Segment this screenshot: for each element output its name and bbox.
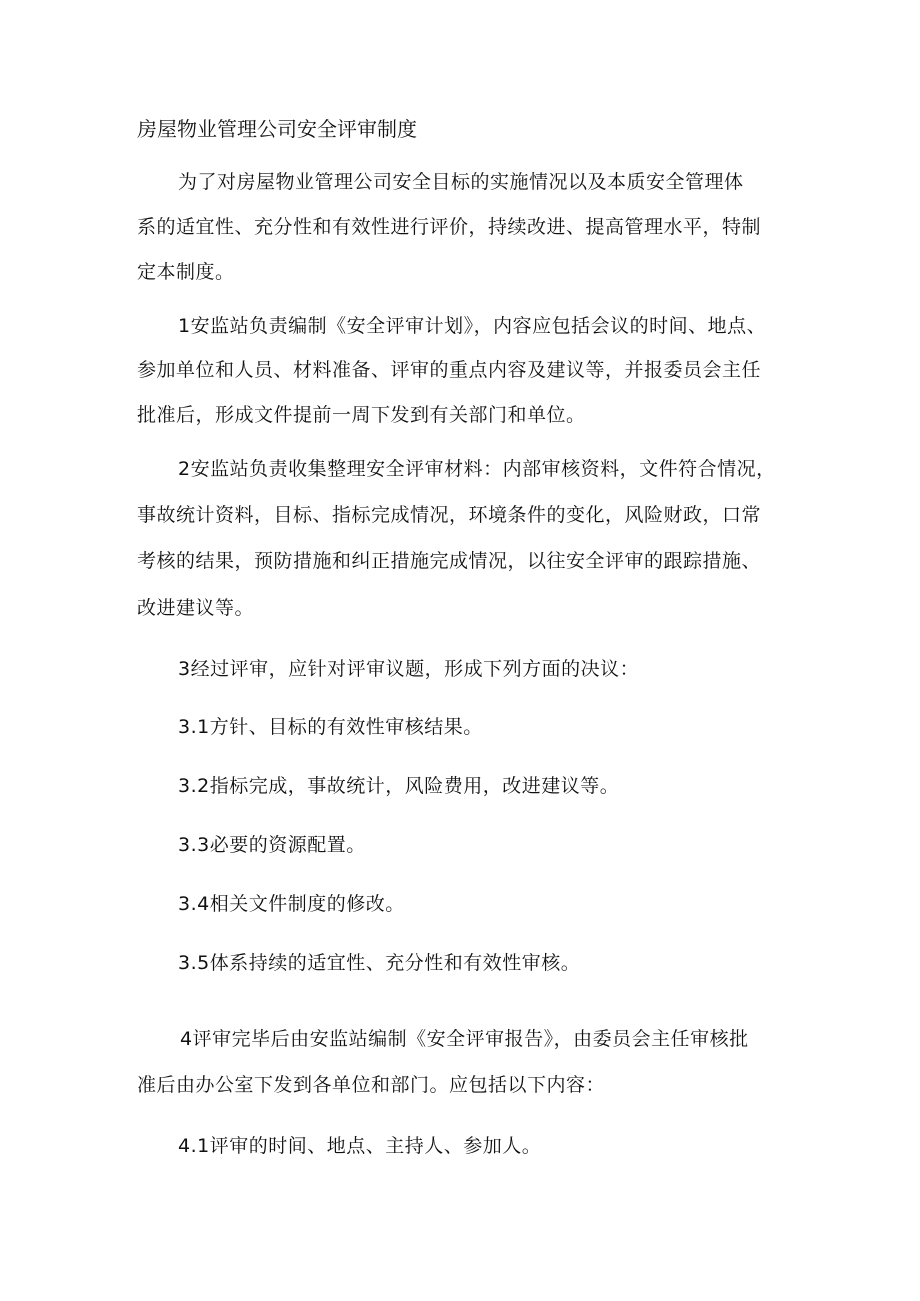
item4-1-line: 4.1评审的时间、地点、主持人、参加人。 — [178, 1135, 542, 1157]
item3-3-line: 3.3必要的资源配置。 — [178, 834, 366, 856]
item3-line: 3经过评审，应针对评审议题，形成下列方面的决议： — [178, 658, 640, 680]
intro-line-1: 为了对房屋物业管理公司安全目标的实施情况以及本质安全管理体 — [178, 171, 744, 193]
item3-4-line: 3.4相关文件制度的修改。 — [178, 893, 405, 915]
item2-line-2: 事故统计资料，目标、指标完成情况，环境条件的变化，风险财政，口常 — [137, 504, 762, 526]
item1-line-1: 1安监站负责编制《安全评审计划》，内容应包括会议的时间、地点、 — [178, 315, 767, 337]
item4-line-1: 4评审完毕后由安监站编制《安全评审报告》，由委员会主任审核批 — [180, 1028, 749, 1050]
item3-1-line: 3.1方针、目标的有效性审核结果。 — [178, 716, 483, 738]
item3-5-line: 3.5体系持续的适宜性、充分性和有效性审核。 — [178, 952, 581, 974]
item2-line-4: 改进建议等。 — [137, 597, 255, 619]
item3-2-line: 3.2指标完成，事故统计，风险费用，改进建议等。 — [178, 775, 620, 797]
item4-line-2: 准后由办公室下发到各单位和部门。应包括以下内容： — [137, 1074, 606, 1096]
item1-line-3: 批准后，形成文件提前一周下发到有关部门和单位。 — [137, 404, 586, 426]
item1-line-2: 参加单位和人员、材料准备、评审的重点内容及建议等，并报委员会主任 — [137, 359, 762, 381]
item2-line-1: 2安监站负责收集整理安全评审材料：内部审核资料，文件符合情况， — [178, 458, 776, 480]
document-title: 房屋物业管理公司安全评审制度 — [137, 119, 417, 141]
item2-line-3: 考核的结果，预防措施和纠正措施完成情况，以往安全评审的跟踪措施、 — [137, 550, 762, 572]
intro-line-2: 系的适宜性、充分性和有效性进行评价，持续改进、提高管理水平，特制 — [137, 216, 762, 238]
intro-line-3: 定本制度。 — [137, 261, 235, 283]
